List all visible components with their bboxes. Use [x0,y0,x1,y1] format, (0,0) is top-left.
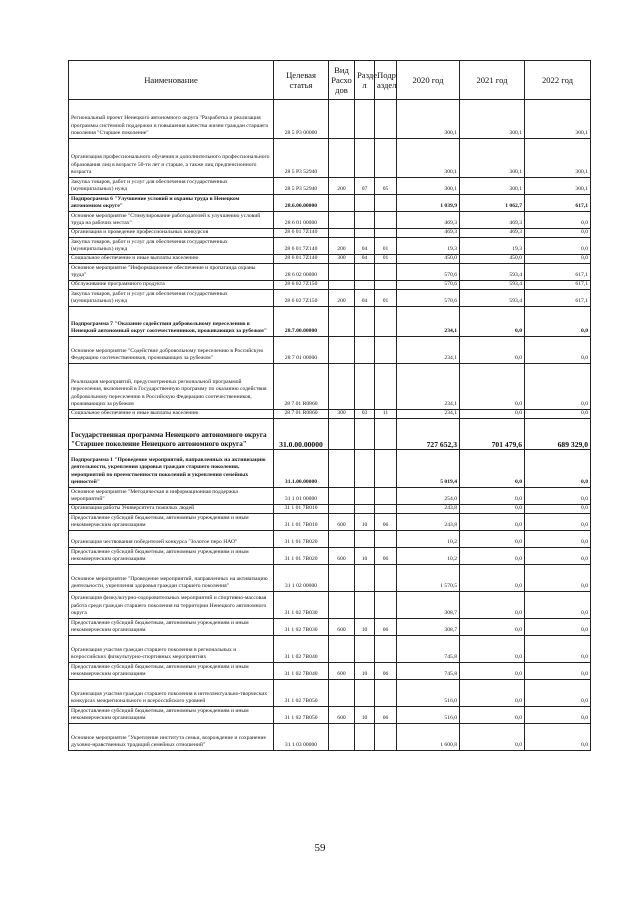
row-target-article: 31 1 01 7B010 [274,514,329,531]
row-value-2020: 234,1 [397,364,460,410]
row-target-article: 28 6 01 7Z140 [274,255,329,264]
row-subsection [375,100,397,139]
row-value-2022: 0,0 [525,565,591,592]
row-subsection: 01 [375,290,397,307]
table-row [69,337,591,364]
row-expense-type [329,100,355,139]
row-subsection [375,281,397,290]
row-expense-type: 600 [329,548,355,565]
table-row [69,410,591,419]
row-value-2022: 0,0 [525,514,591,531]
row-name: Основное мероприятие "Стимулирование работодателей к улучшению условий труда на рабочих местах" [69,212,274,229]
row-value-2020: 10,2 [397,548,460,565]
row-target-article: 28 6 02 7Z150 [274,290,329,307]
row-section: 10 [355,663,375,680]
row-subsection [375,195,397,212]
row-name: Организация и проведение профессиональных конкурсов [69,229,274,238]
table-row [69,565,591,592]
table-body [69,100,591,751]
row-value-2020: 570,6 [397,264,460,281]
row-name: Организация участия граждан старшего поколения в интеллектуально-творческих конкурсах межрегионального и всероссийского уровней [69,680,274,707]
row-value-2022: 0,0 [525,337,591,364]
row-target-article: 28 7 01 00000 [274,337,329,364]
row-value-2022: 0,0 [525,680,591,707]
row-value-2022: 0,0 [525,488,591,505]
row-name: Подпрограмма 1 "Проведение мероприятий, направленных на активизацию деятельности, укрепления здоровья граждан старшего поколения, мероприятий по преемственности поколений и укрепления семейных ценностей" [69,450,274,488]
row-subsection [375,592,397,619]
row-subsection: 01 [375,238,397,255]
row-section: 10 [355,548,375,565]
row-target-article: 28.6.00.00000 [274,195,329,212]
row-section: 04 [355,255,375,264]
row-value-2020: 243,8 [397,505,460,514]
row-target-article: 31 1 02 7B050 [274,680,329,707]
table-row [69,290,591,307]
row-value-2021: 0,0 [460,364,525,410]
row-value-2022: 617,1 [525,281,591,290]
table-row [69,178,591,195]
row-value-2020: 300,1 [397,139,460,178]
row-value-2020: 308,7 [397,592,460,619]
row-name: Региональный проект Ненецкого автономного округа "Разработка и реализация программы системной поддержки и повышения качества жизни граждан старшего поколения "Старшее поколение" [69,100,274,139]
row-value-2022: 617,1 [525,264,591,281]
table-row [69,212,591,229]
row-section [355,281,375,290]
header-section: Разде л [355,61,375,100]
row-name: Организация профессионального обучения и дополнительного профессионального образования лиц в возрасте 50-ти лет и старше, а также лиц предпенсионного возраста [69,139,274,178]
row-value-2022: 617,1 [525,290,591,307]
header-name: Наименование [69,61,274,100]
row-target-article: 28 5 P3 52940 [274,178,329,195]
row-value-2021: 0,0 [460,337,525,364]
row-name: Основное мероприятие "Укрепление института семьи, возрождение и сохранение духовно-нравственных традиций семейных отношений" [69,724,274,751]
row-value-2022: 0,0 [525,505,591,514]
row-name: Основное мероприятие "Методическая и информационная поддержка мероприятий" [69,488,274,505]
row-section [355,724,375,751]
row-value-2022: 617,1 [525,195,591,212]
row-target-article: 31 1 02 7B050 [274,707,329,724]
row-subsection [375,505,397,514]
row-target-article: 28 6 01 00000 [274,212,329,229]
row-section: 04 [355,238,375,255]
row-name: Обслуживание программного продукта [69,281,274,290]
row-value-2020: 570,6 [397,281,460,290]
table-header [69,61,591,100]
row-expense-type: 600 [329,514,355,531]
row-value-2021: 0,0 [460,307,525,337]
row-value-2021: 469,3 [460,212,525,229]
row-target-article: 31 1 02 00000 [274,565,329,592]
row-value-2021: 0,0 [460,505,525,514]
row-value-2022: 300,1 [525,139,591,178]
row-value-2022: 0,0 [525,255,591,264]
row-subsection: 06 [375,548,397,565]
row-target-article: 28 5 P3 00000 [274,100,329,139]
row-expense-type [329,488,355,505]
row-expense-type: 600 [329,707,355,724]
table-row [69,307,591,337]
row-value-2022: 0,0 [525,229,591,238]
row-section: 04 [355,290,375,307]
row-subsection: 06 [375,619,397,636]
row-value-2021: 0,0 [460,619,525,636]
row-name: Подпрограмма 6 "Улучшение условий и охраны труда в Ненецком автономном округе" [69,195,274,212]
row-value-2020: 516,0 [397,680,460,707]
table-row [69,636,591,663]
row-expense-type [329,724,355,751]
row-expense-type [329,139,355,178]
row-value-2021: 593,4 [460,281,525,290]
row-section [355,592,375,619]
row-value-2022: 0,0 [525,410,591,419]
table-row [69,488,591,505]
row-value-2020: 300,1 [397,100,460,139]
row-value-2022: 0,0 [525,531,591,548]
row-section [355,505,375,514]
row-target-article: 31 1 03 00000 [274,724,329,751]
row-subsection [375,531,397,548]
row-value-2020: 234,1 [397,307,460,337]
row-subsection: 06 [375,514,397,531]
row-target-article: 28 6 01 7Z140 [274,229,329,238]
row-value-2022: 0,0 [525,548,591,565]
row-value-2021: 0,0 [460,592,525,619]
row-target-article: 31 1 01 7B010 [274,505,329,514]
table-row [69,514,591,531]
row-target-article: 31 1 02 7B030 [274,619,329,636]
row-section [355,531,375,548]
row-subsection: 11 [375,410,397,419]
row-expense-type [329,636,355,663]
row-name: Предоставление субсидий бюджетным, автономным учреждениям и иным некоммерческим организациям [69,707,274,724]
row-target-article: 31.1.00.00000 [274,450,329,488]
table-row [69,264,591,281]
row-name: Основное мероприятие "Содействие добровольному переселению в Российскую Федерацию соотечественников, проживающих за рубежом" [69,337,274,364]
row-name: Основное мероприятие "Проведение мероприятий, направленных на активизацию деятельности, укрепления здоровья граждан старшего поколения" [69,565,274,592]
row-value-2021: 300,1 [460,100,525,139]
row-expense-type [329,337,355,364]
row-expense-type: 200 [329,238,355,255]
header-year-2022: 2022 год [525,61,591,100]
row-value-2021: 19,3 [460,238,525,255]
row-value-2020: 745,8 [397,636,460,663]
table-row [69,548,591,565]
row-target-article: 28 7 01 R0860 [274,364,329,410]
row-target-article: 28 5 P3 52940 [274,139,329,178]
row-expense-type: 200 [329,178,355,195]
row-subsection [375,264,397,281]
row-name: Социальное обеспечение и иные выплаты населению [69,410,274,419]
row-subsection [375,337,397,364]
row-expense-type [329,419,355,450]
row-value-2022: 0,0 [525,619,591,636]
row-name: Государственная программа Ненецкого автономного округа "Старшее поколение Ненецкого автономного округа" [69,419,274,450]
row-value-2020: 570,6 [397,290,460,307]
row-target-article: 28 6 02 00000 [274,264,329,281]
row-expense-type: 600 [329,619,355,636]
row-subsection [375,488,397,505]
row-value-2021: 0,0 [460,724,525,751]
row-value-2021: 0,0 [460,514,525,531]
row-target-article: 31 1 01 00000 [274,488,329,505]
table-row [69,592,591,619]
row-value-2020: 19,3 [397,238,460,255]
row-expense-type [329,264,355,281]
row-expense-type: 300 [329,410,355,419]
row-name: Закупка товаров, работ и услуг для обеспечения государственных (муниципальных) нужд [69,238,274,255]
row-target-article: 31 1 02 7B040 [274,636,329,663]
row-value-2021: 469,3 [460,229,525,238]
row-value-2021: 450,0 [460,255,525,264]
row-section [355,264,375,281]
row-target-article: 28 6 01 7Z140 [274,238,329,255]
budget-table [68,60,591,751]
row-value-2020: 254,0 [397,488,460,505]
header-target-article: Целевая статья [274,61,329,100]
row-subsection: 06 [375,707,397,724]
row-section [355,195,375,212]
row-value-2020: 243,8 [397,514,460,531]
row-value-2022: 0,0 [525,450,591,488]
row-value-2021: 701 479,6 [460,419,525,450]
table-row [69,707,591,724]
row-expense-type: 200 [329,290,355,307]
row-value-2020: 308,7 [397,619,460,636]
header-year-2021: 2021 год [460,61,525,100]
row-subsection [375,450,397,488]
row-name: Основное мероприятие "Информационное обеспечение и пропаганда охраны труда" [69,264,274,281]
table-row [69,663,591,680]
row-value-2021: 0,0 [460,663,525,680]
row-value-2020: 234,1 [397,337,460,364]
row-value-2020: 469,3 [397,229,460,238]
row-subsection: 06 [375,663,397,680]
row-value-2021: 300,1 [460,178,525,195]
table-row [69,619,591,636]
table-row [69,364,591,410]
row-expense-type [329,307,355,337]
header-subsection: Подр аздел [375,61,397,100]
row-value-2020: 469,3 [397,212,460,229]
row-target-article: 31 1 01 7B020 [274,531,329,548]
row-target-article: 31 1 01 7B020 [274,548,329,565]
row-section: 03 [355,410,375,419]
row-subsection [375,212,397,229]
row-section: 07 [355,178,375,195]
table-row [69,724,591,751]
row-value-2021: 0,0 [460,410,525,419]
row-value-2022: 300,1 [525,100,591,139]
row-subsection [375,724,397,751]
row-value-2021: 0,0 [460,488,525,505]
row-value-2021: 0,0 [460,636,525,663]
row-value-2020: 10,2 [397,531,460,548]
row-section: 10 [355,707,375,724]
row-value-2022: 0,0 [525,212,591,229]
row-expense-type [329,364,355,410]
row-section [355,212,375,229]
row-name: Реализация мероприятий, предусмотренных региональной программой переселения, включенной в Государственную программу по оказанию содействия добровольному переселению в Российскую Федерацию соотечественников, проживающих за рубежом [69,364,274,410]
row-subsection: 01 [375,255,397,264]
row-section [355,139,375,178]
row-value-2021: 0,0 [460,450,525,488]
row-value-2022: 0,0 [525,307,591,337]
row-subsection [375,419,397,450]
row-section [355,364,375,410]
row-value-2021: 300,1 [460,139,525,178]
row-target-article: 31.0.00.00000 [274,419,329,450]
row-section [355,100,375,139]
row-section [355,229,375,238]
row-target-article: 28 7 01 R0860 [274,410,329,419]
row-name: Организация участия граждан старшего поколения в региональных и всероссийских физкультурно-спортивных мероприятиях [69,636,274,663]
row-name: Предоставление субсидий бюджетным, автономным учреждениям и иным некоммерческим организациям [69,514,274,531]
row-expense-type [329,531,355,548]
page-number: 59 [314,842,326,854]
row-subsection [375,364,397,410]
row-name: Закупка товаров, работ и услуг для обеспечения государственных (муниципальных) нужд [69,290,274,307]
header-year-2020: 2020 год [397,61,460,100]
row-target-article: 28.7.00.00000 [274,307,329,337]
row-subsection [375,680,397,707]
row-expense-type [329,505,355,514]
table-row [69,139,591,178]
row-expense-type [329,680,355,707]
table-row [69,255,591,264]
row-subsection [375,565,397,592]
row-expense-type [329,592,355,619]
row-section [355,337,375,364]
header-expense-type: Вид Расхо дов [329,61,355,100]
row-value-2021: 0,0 [460,548,525,565]
row-name: Предоставление субсидий бюджетным, автономным учреждениям и иным некоммерческим организациям [69,663,274,680]
row-value-2021: 0,0 [460,680,525,707]
row-value-2022: 300,1 [525,178,591,195]
table-row [69,680,591,707]
row-section [355,680,375,707]
row-expense-type [329,212,355,229]
table-row [69,281,591,290]
row-target-article: 28 6 02 7Z150 [274,281,329,290]
row-subsection: 05 [375,178,397,195]
table-row [69,229,591,238]
row-value-2021: 0,0 [460,707,525,724]
row-expense-type [329,229,355,238]
row-value-2022: 0,0 [525,663,591,680]
row-expense-type: 300 [329,255,355,264]
row-name: Закупка товаров, работ и услуг для обеспечения государственных (муниципальных) нужд [69,178,274,195]
row-name: Предоставление субсидий бюджетным, автономным учреждениям и иным некоммерческим организациям [69,619,274,636]
row-value-2022: 689 329,0 [525,419,591,450]
table-row [69,195,591,212]
table-row [69,505,591,514]
row-value-2020: 745,8 [397,663,460,680]
row-section: 10 [355,514,375,531]
row-value-2021: 0,0 [460,531,525,548]
row-value-2020: 727 652,3 [397,419,460,450]
row-value-2020: 1 039,9 [397,195,460,212]
row-value-2021: 593,4 [460,290,525,307]
table-row [69,238,591,255]
row-value-2021: 593,4 [460,264,525,281]
row-value-2022: 0,0 [525,364,591,410]
row-value-2022: 0,0 [525,592,591,619]
row-section [355,419,375,450]
row-name: Организация физкультурно-оздоровительных мероприятий и спортивно-массовая работа среди граждан старшего поколения на территории Ненецкого автономного округа [69,592,274,619]
row-value-2020: 450,0 [397,255,460,264]
row-name: Подпрограмма 7 "Оказание содействия добровольному переселению в Ненецкий автономный округ соотечественников, проживающих за рубежом" [69,307,274,337]
row-expense-type [329,450,355,488]
table-row [69,450,591,488]
row-expense-type [329,281,355,290]
row-value-2022: 0,0 [525,636,591,663]
row-target-article: 31 1 02 7B030 [274,592,329,619]
table-row [69,100,591,139]
row-value-2021: 1 062,7 [460,195,525,212]
table-row [69,419,591,450]
row-name: Социальное обеспечение и иные выплаты населению [69,255,274,264]
row-value-2020: 5 019,4 [397,450,460,488]
row-subsection [375,139,397,178]
row-section [355,488,375,505]
row-subsection [375,229,397,238]
row-subsection [375,307,397,337]
row-value-2020: 516,0 [397,707,460,724]
row-name: Организация работы Университета пожилых людей [69,505,274,514]
row-expense-type [329,565,355,592]
row-target-article: 31 1 02 7B040 [274,663,329,680]
row-section [355,636,375,663]
row-name: Предоставление субсидий бюджетным, автономным учреждениям и иным некоммерческим организациям [69,548,274,565]
row-section: 10 [355,619,375,636]
row-subsection [375,636,397,663]
row-value-2022: 0,0 [525,724,591,751]
row-value-2020: 1 570,5 [397,565,460,592]
row-expense-type: 600 [329,663,355,680]
row-value-2022: 0,0 [525,707,591,724]
row-expense-type [329,195,355,212]
row-value-2021: 0,0 [460,565,525,592]
row-value-2022: 0,0 [525,238,591,255]
row-section [355,565,375,592]
table-row [69,531,591,548]
row-name: Организация чествования победителей конкурса "Золотое перо НАО" [69,531,274,548]
row-section [355,307,375,337]
row-section [355,450,375,488]
row-value-2020: 234,1 [397,410,460,419]
row-value-2020: 1 600,8 [397,724,460,751]
row-value-2020: 300,1 [397,178,460,195]
